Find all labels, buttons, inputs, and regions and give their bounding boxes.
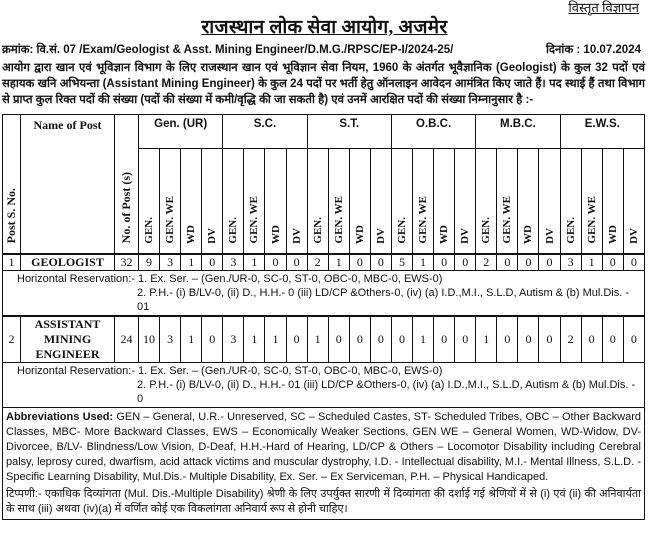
vacancy-count: 5 — [391, 254, 412, 271]
vacancy-count: 0 — [328, 316, 349, 363]
vacancy-count: 1 — [265, 316, 286, 363]
subcategory-header: GEN. WE — [160, 149, 181, 254]
category-header: S.T. — [307, 115, 391, 149]
subcategory-header: GEN. — [223, 149, 244, 254]
category-header: Gen. (UR) — [139, 115, 223, 149]
post-sno: 2 — [3, 316, 21, 363]
vacancy-count: 0 — [286, 254, 307, 271]
category-header: O.B.C. — [391, 115, 475, 149]
vacancy-count: 0 — [370, 316, 391, 363]
vacancy-count: 0 — [265, 254, 286, 271]
vacancy-count: 1 — [413, 254, 434, 271]
horizontal-reservation-row — [3, 362, 645, 407]
vacancy-count: 1 — [328, 254, 349, 271]
abbreviations-label: Abbreviations Used: — [6, 410, 114, 423]
vacancy-count: 0 — [497, 316, 518, 363]
post-name-header: Name of Post — [21, 115, 115, 254]
horizontal-reservation-row — [3, 270, 645, 316]
ph-reservation: 2. P.H.- (i) B/LV-0, (ii) D., H.H.- 01 (iii) LD/CP &Others-0, (iv) (a) I.D.,M.I., S.L.D, Autism & (b) Mul.Dis. - 0 — [137, 378, 636, 405]
vacancy-count: 0 — [202, 316, 223, 363]
vacancy-count: 3 — [160, 254, 181, 271]
vacancy-count: 3 — [223, 254, 244, 271]
post-sno: 1 — [3, 254, 21, 271]
post-count-header: No. of Post (s) — [115, 115, 139, 254]
subcategory-header: GEN. WE — [581, 149, 602, 254]
subcategory-header: WD — [265, 149, 286, 254]
vacancy-count: 0 — [434, 316, 455, 363]
vacancy-count: 1 — [413, 316, 434, 363]
detailed-advertisement-label: विस्तृत विज्ञापन — [568, 0, 639, 15]
vacancy-count: 0 — [349, 316, 370, 363]
vacancy-count: 0 — [623, 254, 644, 271]
vacancy-count: 0 — [602, 254, 623, 271]
vacancy-count: 1 — [581, 254, 602, 271]
subcategory-header: GEN. WE — [413, 149, 434, 254]
subcategory-header: DV — [539, 149, 560, 254]
subcategory-header: DV — [623, 149, 644, 254]
vacancy-count: 2 — [560, 316, 581, 363]
subcategory-header: GEN. WE — [244, 149, 265, 254]
vacancy-count: 0 — [581, 316, 602, 363]
subcategory-header: DV — [202, 149, 223, 254]
category-header: E.W.S. — [560, 115, 644, 149]
post-name: ASSISTANT MINING ENGINEER — [21, 316, 115, 363]
subcategory-header: GEN. — [139, 149, 160, 254]
vacancy-count: 1 — [307, 316, 328, 363]
vacancy-count: 2 — [476, 254, 497, 271]
ex-serviceman-reservation: Horizontal Reservation:- 1. Ex. Ser. – (Gen./UR-0, SC-0, ST-0, OBC-0, MBC-0, EWS-0) — [17, 272, 443, 285]
vacancy-count: 0 — [455, 254, 476, 271]
subcategory-header: WD — [181, 149, 202, 254]
vacancy-count: 0 — [518, 254, 539, 271]
subcategory-header: GEN. — [391, 149, 412, 254]
subcategory-header: WD — [434, 149, 455, 254]
vacancy-count: 0 — [497, 254, 518, 271]
post-sno-header: Post S. No. — [3, 115, 21, 254]
vacancy-count: 0 — [349, 254, 370, 271]
vacancy-count: 0 — [455, 316, 476, 363]
subcategory-header: GEN. — [307, 149, 328, 254]
post-name: GEOLOGIST — [21, 254, 115, 271]
post-count: 24 — [115, 316, 139, 363]
vacancy-count: 3 — [160, 316, 181, 363]
post-count: 32 — [115, 254, 139, 271]
abbreviations-text: GEN – General, U.R.- Unreserved, SC – Scheduled Castes, ST- Scheduled Tribes, OBC – Other Backward Classes, MBC- More Backward Classes, EWS – Economically Weaker Sections, GEN WE – General Women, WD-Widow, DV-Divorcee, B/LV- Blindness/Low Vision, D-Deaf, H.H.-Hard of Hearing, LD/CP & Others – Locomotor Disability including Cerebral palsy, leprosy cured, dwarfism, acid attack victims and muscular dystrophy, I.D. - Intellectual disability, M.I.- Mental Illness, S.L.D. - Specific Learning Disability, Mul.Dis.- Multiple Disability, Ex. Ser. – Ex Serviceman, P.H. – Physical Handicaped. — [6, 410, 641, 483]
subcategory-header: WD — [602, 149, 623, 254]
subcategory-header: GEN. — [560, 149, 581, 254]
table-row — [3, 254, 645, 271]
subcategory-header: DV — [370, 149, 391, 254]
vacancy-count: 3 — [223, 316, 244, 363]
abbreviations-box — [2, 408, 645, 520]
category-header: M.B.C. — [476, 115, 560, 149]
vacancy-count: 0 — [202, 254, 223, 271]
vacancy-count: 1 — [181, 316, 202, 363]
page-title: राजस्थान लोक सेवा आयोग, अजमेर — [201, 17, 448, 38]
vacancy-count: 0 — [539, 254, 560, 271]
intro-paragraph: आयोग द्वारा खान एवं भूविज्ञान विभाग के लिए राजस्थान खान एवं भूविज्ञान सेवा नियम, 1960 के अंतर्गत भूवैज्ञानिक (Geologist) के कुल 32 पदों एवं सहायक खनि अभियन्ता (Assistant Mining Engineer) के कुल 24 पदों पर भर्ती हेतु ऑनलाइन आवेदन आमंत्रित किए जाते हैं। पद स्थाई हैं तथा विभाग से प्राप्त कुल रिक्त पदों की संख्या (पदों की संख्या में कमी/वृद्धि की जा सकती है) एवं उनमें आरक्षित पदों की संख्या निम्नानुसार है :- — [2, 62, 645, 106]
table-row — [3, 316, 645, 363]
vacancy-count: 2 — [307, 254, 328, 271]
vacancy-table — [2, 114, 645, 408]
subcategory-header: GEN. WE — [497, 149, 518, 254]
subcategory-header: GEN. WE — [328, 149, 349, 254]
category-header: S.C. — [223, 115, 307, 149]
vacancy-count: 0 — [602, 316, 623, 363]
vacancy-count: 0 — [539, 316, 560, 363]
vacancy-count: 0 — [286, 316, 307, 363]
vacancy-count: 0 — [370, 254, 391, 271]
subcategory-header: DV — [286, 149, 307, 254]
vacancy-count: 10 — [139, 316, 160, 363]
subcategory-header: WD — [518, 149, 539, 254]
subcategory-header: WD — [349, 149, 370, 254]
vacancy-count: 0 — [434, 254, 455, 271]
subcategory-header: DV — [455, 149, 476, 254]
reference-number: क्रमांक: वि.सं. 07 /Exam/Geologist & Asst. Mining Engineer/D.M.G./RPSC/EP-I/2024-25/ — [2, 44, 454, 56]
subcategory-header: GEN. — [476, 149, 497, 254]
vacancy-count: 0 — [391, 316, 412, 363]
ph-reservation: 2. P.H.- (i) B/LV-0, (ii) D., H.H.- 0 (iii) LD/CP &Others-0, (iv) (a) I.D.,M.I., S.L.D, Autism & (b) Mul.Dis. - 01 — [137, 286, 630, 313]
reference-row — [2, 43, 647, 58]
vacancy-count: 3 — [560, 254, 581, 271]
vacancy-count: 1 — [181, 254, 202, 271]
vacancy-count: 9 — [139, 254, 160, 271]
ex-serviceman-reservation: Horizontal Reservation:- 1. Ex. Ser. – (Gen./UR-0, SC-0, ST-0, OBC-0, MBC-0, EWS-0) — [17, 364, 443, 377]
vacancy-count: 1 — [476, 316, 497, 363]
vacancy-count: 1 — [244, 316, 265, 363]
remark-note: टिप्पणी:- एकाधिक दिव्यांगता (Mul. Dis.-Multiple Disability) श्रेणी के लिए उपर्युक्त सारणी में दिव्यांगता की दर्शाई गई श्रेणियों में से (i) एवं (ii) की अनिवार्यता के साथ (iii) अथवा (iv)(a) में वर्णित कोई एक विकलांगता अनिवार्य रूप से होनी चाहिए। — [6, 487, 641, 515]
date: दिनांक : 10.07.2024 — [545, 44, 641, 56]
vacancy-count: 1 — [244, 254, 265, 271]
vacancy-count: 0 — [623, 316, 644, 363]
vacancy-count: 0 — [518, 316, 539, 363]
